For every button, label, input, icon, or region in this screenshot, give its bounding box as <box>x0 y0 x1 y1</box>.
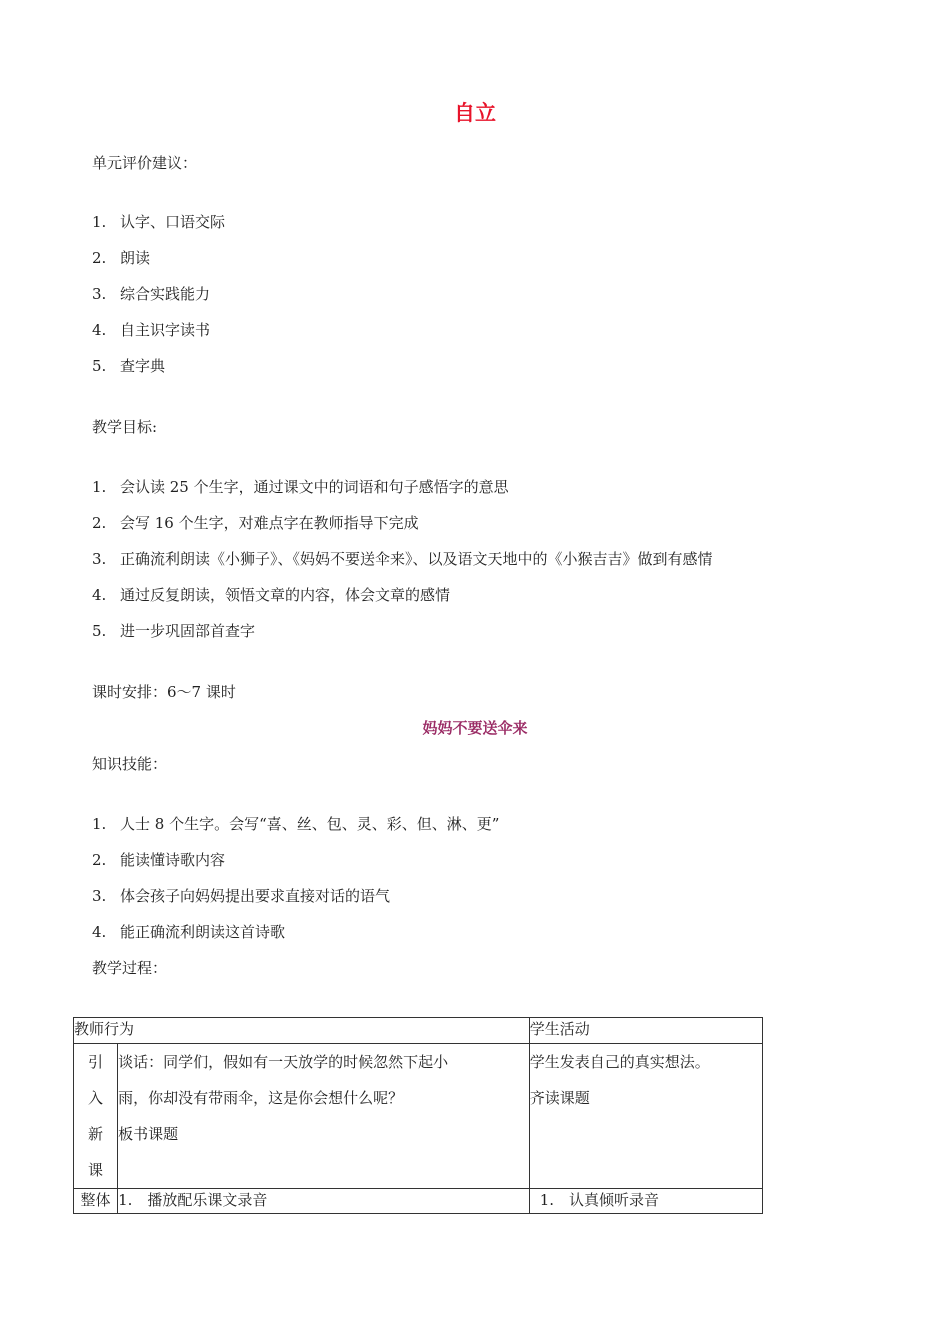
list-text: 能正确流利朗读这首诗歌 <box>120 923 286 941</box>
list-item <box>92 814 499 834</box>
document-title: 自立 <box>454 101 496 125</box>
unit-eval-heading: 单元评价建议： <box>92 154 198 172</box>
list-text: 能读懂诗歌内容 <box>120 851 226 869</box>
list-item <box>92 284 210 304</box>
skills-heading: 知识技能： <box>92 755 168 773</box>
list-text: 正确流利朗读《小狮子》、《妈妈不要送伞来》、以及语文天地中的《小猴吉吉》做到有感情 <box>120 550 713 568</box>
list-number: 4. <box>92 923 107 941</box>
list-text: 人士 8 个生字。会写“喜、丝、包、灵、彩、但、淋、更” <box>120 815 500 833</box>
list-number: 4. <box>92 586 107 604</box>
list-number: 5. <box>92 622 107 640</box>
goals-heading: 教学目标: <box>92 418 158 436</box>
list-number: 4. <box>92 321 107 339</box>
lesson-table <box>73 1017 763 1214</box>
list-number: 2. <box>92 249 107 267</box>
cell-line: 谈话：同学们，假如有一天放学的时候忽然下起小 <box>118 1053 449 1071</box>
list-item <box>92 886 390 906</box>
student-activity-cell <box>529 1044 762 1189</box>
list-number: 5. <box>92 357 107 375</box>
table-header-row <box>74 1018 763 1044</box>
stage-char: 引 <box>88 1053 104 1071</box>
list-text: 查字典 <box>120 357 166 375</box>
list-number: 1. <box>92 815 107 833</box>
list-item <box>92 549 713 569</box>
list-text: 会认读 25 个生字，通过课文中的词语和句子感悟字的意思 <box>120 478 509 496</box>
list-text: 会写 16 个生字，对难点字在教师指导下完成 <box>120 514 419 532</box>
schedule-text: 课时安排：6～7 课时 <box>92 683 236 701</box>
list-item <box>92 320 210 340</box>
list-item <box>92 212 225 232</box>
list-item <box>92 585 450 605</box>
cell-line: 板书课题 <box>118 1125 179 1143</box>
list-item <box>92 248 150 268</box>
lesson-title: 妈妈不要送伞来 <box>422 719 528 737</box>
student-activity-cell: 1. 认真倾听录音 <box>529 1189 762 1214</box>
list-text: 朗读 <box>120 249 151 267</box>
list-number: 1. <box>92 213 107 231</box>
stage-char: 新 <box>88 1125 104 1143</box>
list-item <box>92 513 419 533</box>
list-text: 体会孩子向妈妈提出要求直接对话的语气 <box>120 887 391 905</box>
list-number: 1. <box>92 478 107 496</box>
header-teacher-cell: 教师行为 <box>74 1018 530 1044</box>
list-text: 综合实践能力 <box>120 285 211 303</box>
list-number: 2. <box>92 514 107 532</box>
cell-line: 齐读课题 <box>529 1089 590 1107</box>
stage-label-cell: 整体 <box>74 1189 118 1214</box>
list-text: 进一步巩固部首查字 <box>120 622 256 640</box>
process-heading: 教学过程： <box>92 959 168 977</box>
table-row <box>74 1189 763 1214</box>
list-item <box>92 621 255 641</box>
stage-char: 课 <box>88 1161 104 1179</box>
list-item <box>92 477 509 497</box>
cell-line: 学生发表自己的真实想法。 <box>529 1053 710 1071</box>
list-item <box>92 922 285 942</box>
list-number: 3. <box>92 285 107 303</box>
table-row <box>74 1044 763 1189</box>
cell-line: 雨，你却没有带雨伞，这是你会想什么呢？ <box>118 1089 404 1107</box>
list-number: 3. <box>92 550 107 568</box>
teacher-activity-cell: 1. 播放配乐课文录音 <box>118 1189 530 1214</box>
stage-label-cell <box>74 1044 118 1189</box>
list-text: 自主识字读书 <box>120 321 211 339</box>
list-text: 认字、口语交际 <box>120 213 226 231</box>
list-item <box>92 850 225 870</box>
teacher-activity-cell <box>118 1044 530 1189</box>
list-number: 3. <box>92 887 107 905</box>
list-text: 通过反复朗读，领悟文章的内容，体会文章的感情 <box>120 586 451 604</box>
list-number: 2. <box>92 851 107 869</box>
stage-char: 入 <box>88 1089 104 1107</box>
header-student-cell: 学生活动 <box>529 1018 762 1044</box>
list-item <box>92 356 165 376</box>
